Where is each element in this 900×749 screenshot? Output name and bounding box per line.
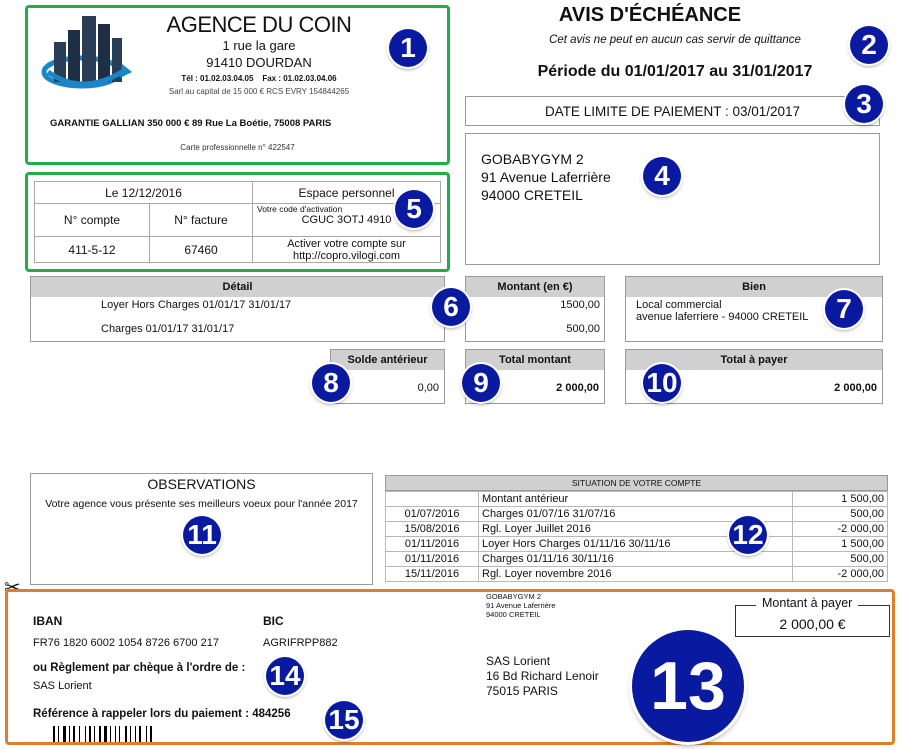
detail-panel [30,276,445,342]
badge-13: 13 [632,630,744,742]
bic-label: BIC [263,614,284,628]
situation-amount: -2 000,00 [793,522,888,537]
situation-amount: 500,00 [793,507,888,522]
detail-header: Détail [31,277,444,297]
payment-reference: Référence à rappeler lors du paiement : 484256 [33,708,291,720]
situation-date: 15/08/2016 [386,522,479,537]
property-line2: avenue laferriere - 94000 CRETEIL [636,311,809,323]
situation-label: Charges 01/07/16 31/07/16 [479,507,793,522]
account-date: Le 12/12/2016 [35,182,253,204]
recipient-line3: 94000 CRETEIL [481,187,583,203]
agency-box [25,5,450,165]
total-to-pay-label: Total à payer [626,350,882,370]
personal-space-label: Espace personnel [253,182,441,204]
previous-balance-label: Solde antérieur [331,350,444,370]
recipient-line2: 91 Avenue Laferrière [481,169,611,185]
barcode [53,726,193,742]
amount-header: Montant (en €) [466,277,604,297]
badge-11: 11 [183,516,221,554]
payee-line1: SAS Lorient [486,654,551,668]
situation-date [386,492,479,507]
agency-address-line2: 91410 DOURDAN [206,55,312,70]
badge-7: 7 [825,290,863,328]
situation-panel [385,475,888,582]
badge-15: 15 [325,701,363,739]
activation-code: CGUC 3OTJ 4910 [301,214,392,226]
payee-line3: 75015 PARIS [486,684,558,698]
notice-period: Période du 01/01/2017 au 31/01/2017 [537,63,813,80]
invoice-number: 67460 [150,237,253,263]
situation-row [386,537,888,552]
badge-9: 9 [462,364,500,402]
situation-label: Loyer Hors Charges 01/11/16 30/11/16 [479,537,793,552]
previous-balance-value: 0,00 [417,382,439,394]
deadline-box [465,96,880,126]
situation-amount: 1 500,00 [793,537,888,552]
situation-row [386,492,888,507]
situation-row [386,552,888,567]
account-number-label: N° compte [35,204,150,237]
badge-3: 3 [845,85,883,123]
amount-to-pay-box [735,596,890,637]
badge-1: 1 [389,29,427,67]
agency-address-line1: 1 rue la gare [222,38,296,53]
situation-amount: 500,00 [793,552,888,567]
cheque-payee: SAS Lorient [33,680,92,692]
property-line1: Local commercial [636,299,722,311]
situation-label: Rgl. Loyer Juillet 2016 [479,522,793,537]
badge-10: 10 [643,364,681,402]
agency-fax: Fax : 01.02.03.04.06 [262,74,337,83]
situation-row [386,522,888,537]
badge-5: 5 [395,190,433,228]
situation-label: Montant antérieur [479,492,793,507]
situation-label: Rgl. Loyer novembre 2016 [479,567,793,582]
activation-label: Votre code d'activation [257,204,343,214]
observations-title: OBSERVATIONS [147,476,256,492]
slip-recipient-line3: 94000 CRETEIL [486,610,541,619]
invoice-number-label: N° facture [150,204,253,237]
situation-amount: 1 500,00 [793,492,888,507]
agency-name: AGENCE DU COIN [166,12,352,37]
situation-date: 15/11/2016 [386,567,479,582]
agency-logo [40,10,140,98]
detail-line-2: Charges 01/01/17 31/01/17 [101,323,235,335]
amount-panel [465,276,605,342]
amount-value-2: 500,00 [566,323,600,335]
badge-6: 6 [432,288,470,326]
situation-row [386,567,888,582]
situation-amount: -2 000,00 [793,567,888,582]
recipient-box [465,133,880,265]
scissors-icon: ✂ [4,577,21,599]
badge-4: 4 [643,157,681,195]
notice-title: AVIS D'ÉCHÉANCE [558,4,742,26]
cheque-label: ou Règlement par chèque à l'ordre de : [33,662,246,674]
account-box [25,172,450,272]
detail-line-1: Loyer Hors Charges 01/01/17 31/01/17 [101,299,292,311]
badge-2: 2 [850,26,888,64]
activate-url[interactable]: http://copro.vilogi.com [293,249,400,262]
agency-card: Carte professionnelle n° 422547 [180,143,295,152]
property-header: Bien [626,277,882,297]
total-to-pay-value: 2 000,00 [834,382,877,394]
situation-row [386,507,888,522]
payment-slip [5,589,895,745]
total-amount-value: 2 000,00 [556,382,599,394]
amount-to-pay-value: 2 000,00 € [779,616,846,632]
account-number: 411-5-12 [35,237,150,263]
slip-recipient-line1: GOBABYGYM 2 [486,592,542,601]
slip-recipient-line2: 91 Avenue Laferrière [486,601,556,610]
badge-8: 8 [312,364,350,402]
amount-value-1: 1500,00 [560,299,600,311]
badge-12: 12 [729,516,767,554]
situation-date: 01/11/2016 [386,552,479,567]
iban-label: IBAN [33,614,63,628]
situation-header: SITUATION DE VOTRE COMPTE [385,475,888,491]
observations-text: Votre agence vous présente ses meilleurs voeux pour l'année 2017 [45,498,358,510]
recipient-line1: GOBABYGYM 2 [481,151,584,167]
iban-value: FR76 1820 6002 1054 8726 6700 217 [33,637,219,649]
badge-14: 14 [266,657,304,695]
total-amount-label: Total montant [466,350,604,370]
situation-date: 01/11/2016 [386,537,479,552]
situation-date: 01/07/2016 [386,507,479,522]
situation-label: Charges 01/11/16 30/11/16 [479,552,793,567]
agency-phone: Tél : 01.02.03.04.05 [181,74,254,83]
agency-capital: Sarl au capital de 15 000 € RCS EVRY 154844265 [168,87,350,96]
activate-text: Activer votre compte sur [287,237,406,250]
payee-line2: 16 Bd Richard Lenoir [486,669,599,683]
notice-subtitle: Cet avis ne peut en aucun cas servir de quittance [549,34,801,46]
amount-to-pay-label: Montant à payer [756,596,858,610]
deadline-text: DATE LIMITE DE PAIEMENT : 03/01/2017 [544,104,801,119]
bic-value: AGRIFRPP882 [263,637,338,649]
agency-guarantee: GARANTIE GALLIAN 350 000 € 89 Rue La Boétie, 75008 PARIS [50,118,332,129]
